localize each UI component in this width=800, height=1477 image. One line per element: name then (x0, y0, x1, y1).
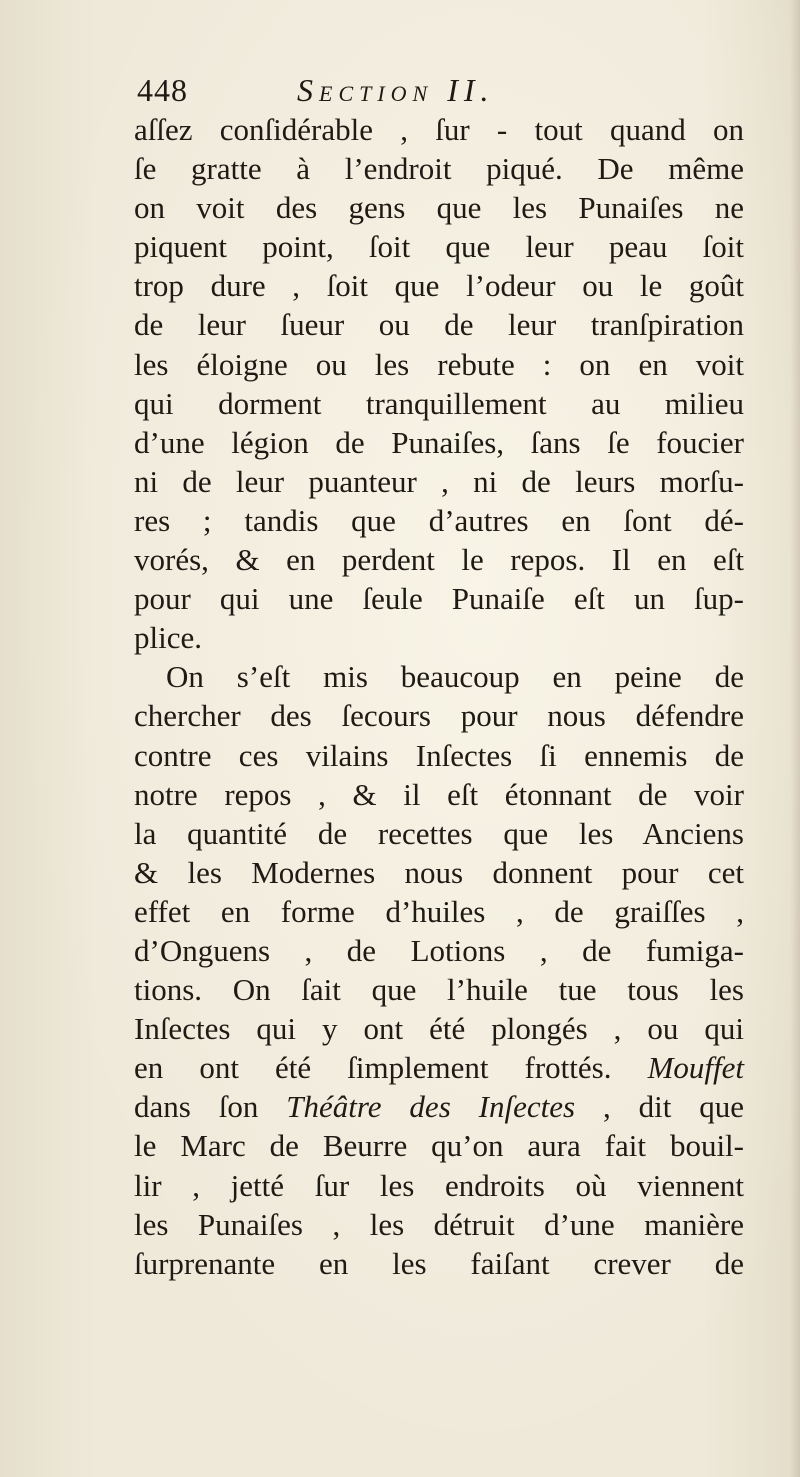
text-line: plice. (134, 620, 202, 656)
text-line: d’une légion de Punaiſes, ſans ſe foucier (134, 424, 744, 460)
text-line: d’Onguens , de Lotions , de fumiga- (134, 932, 744, 968)
text-line: lir , jetté ſur les endroits où viennent (134, 1167, 744, 1203)
text-line: on voit des gens que les Punaiſes ne (134, 190, 744, 226)
text-line: ſe gratte à l’endroit piqué. De même (134, 151, 744, 187)
text-line: le Marc de Beurre qu’on aura fait bouil- (134, 1128, 744, 1164)
text-line: qui dorment tranquillement au milieu (134, 385, 744, 421)
text-line: effet en forme d’huiles , de graiſſes , (134, 893, 744, 929)
text-line: la quantité de recettes que les Anciens (134, 815, 744, 851)
text-line: trop dure , ſoit que l’odeur ou le goût (134, 268, 744, 304)
paragraph-start-line: On s’eſt mis beaucoup en peine de (166, 659, 744, 695)
text-line: & les Modernes nous donnent pour cet (134, 854, 744, 890)
text-line: tions. On ſait que l’huile tue tous les (134, 972, 744, 1008)
text-line: ni de leur puanteur , ni de leurs morſu- (134, 463, 744, 499)
text-line: ſurprenante en les faiſant crever de (134, 1245, 744, 1281)
text-line: res ; tandis que d’autres en ſont dé- (134, 502, 744, 538)
italic-text: Mouffet (647, 1050, 744, 1086)
text-line: aſſez conſidérable , ſur - tout quand on (134, 112, 744, 147)
text-line: en ont été ſimplement frottés. Mouffet (134, 1050, 744, 1086)
text-line: notre repos , & il eſt étonnant de voir (134, 776, 744, 812)
text-line: Inſectes qui y ont été plongés , ou qui (134, 1011, 744, 1047)
text-line: contre ces vilains Inſectes ſi ennemis de (134, 737, 744, 773)
page-number: 448 (137, 72, 188, 108)
page-edge-shadow (790, 0, 800, 1477)
text-line: les Punaiſes , les détruit d’une manière (134, 1206, 744, 1242)
italic-text: Théâtre des Inſectes (286, 1089, 576, 1125)
text-line: les éloigne ou les rebute : on en voit (134, 346, 744, 382)
text-line: vorés, & en perdent le repos. Il en eſt (134, 542, 744, 578)
text-line: dans ſon Théâtre des Inſectes , dit que (134, 1089, 745, 1125)
body-text (134, 110, 744, 1283)
text-line: pour qui une ſeule Punaiſe eſt un ſup- (134, 581, 744, 617)
text-line: de leur ſueur ou de leur tranſpiration (134, 307, 744, 343)
text-line: chercher des ſecours pour nous défendre (134, 698, 744, 734)
text-line: piquent point, ſoit que leur peau ſoit (134, 229, 744, 265)
running-head: Section II. (297, 72, 495, 108)
